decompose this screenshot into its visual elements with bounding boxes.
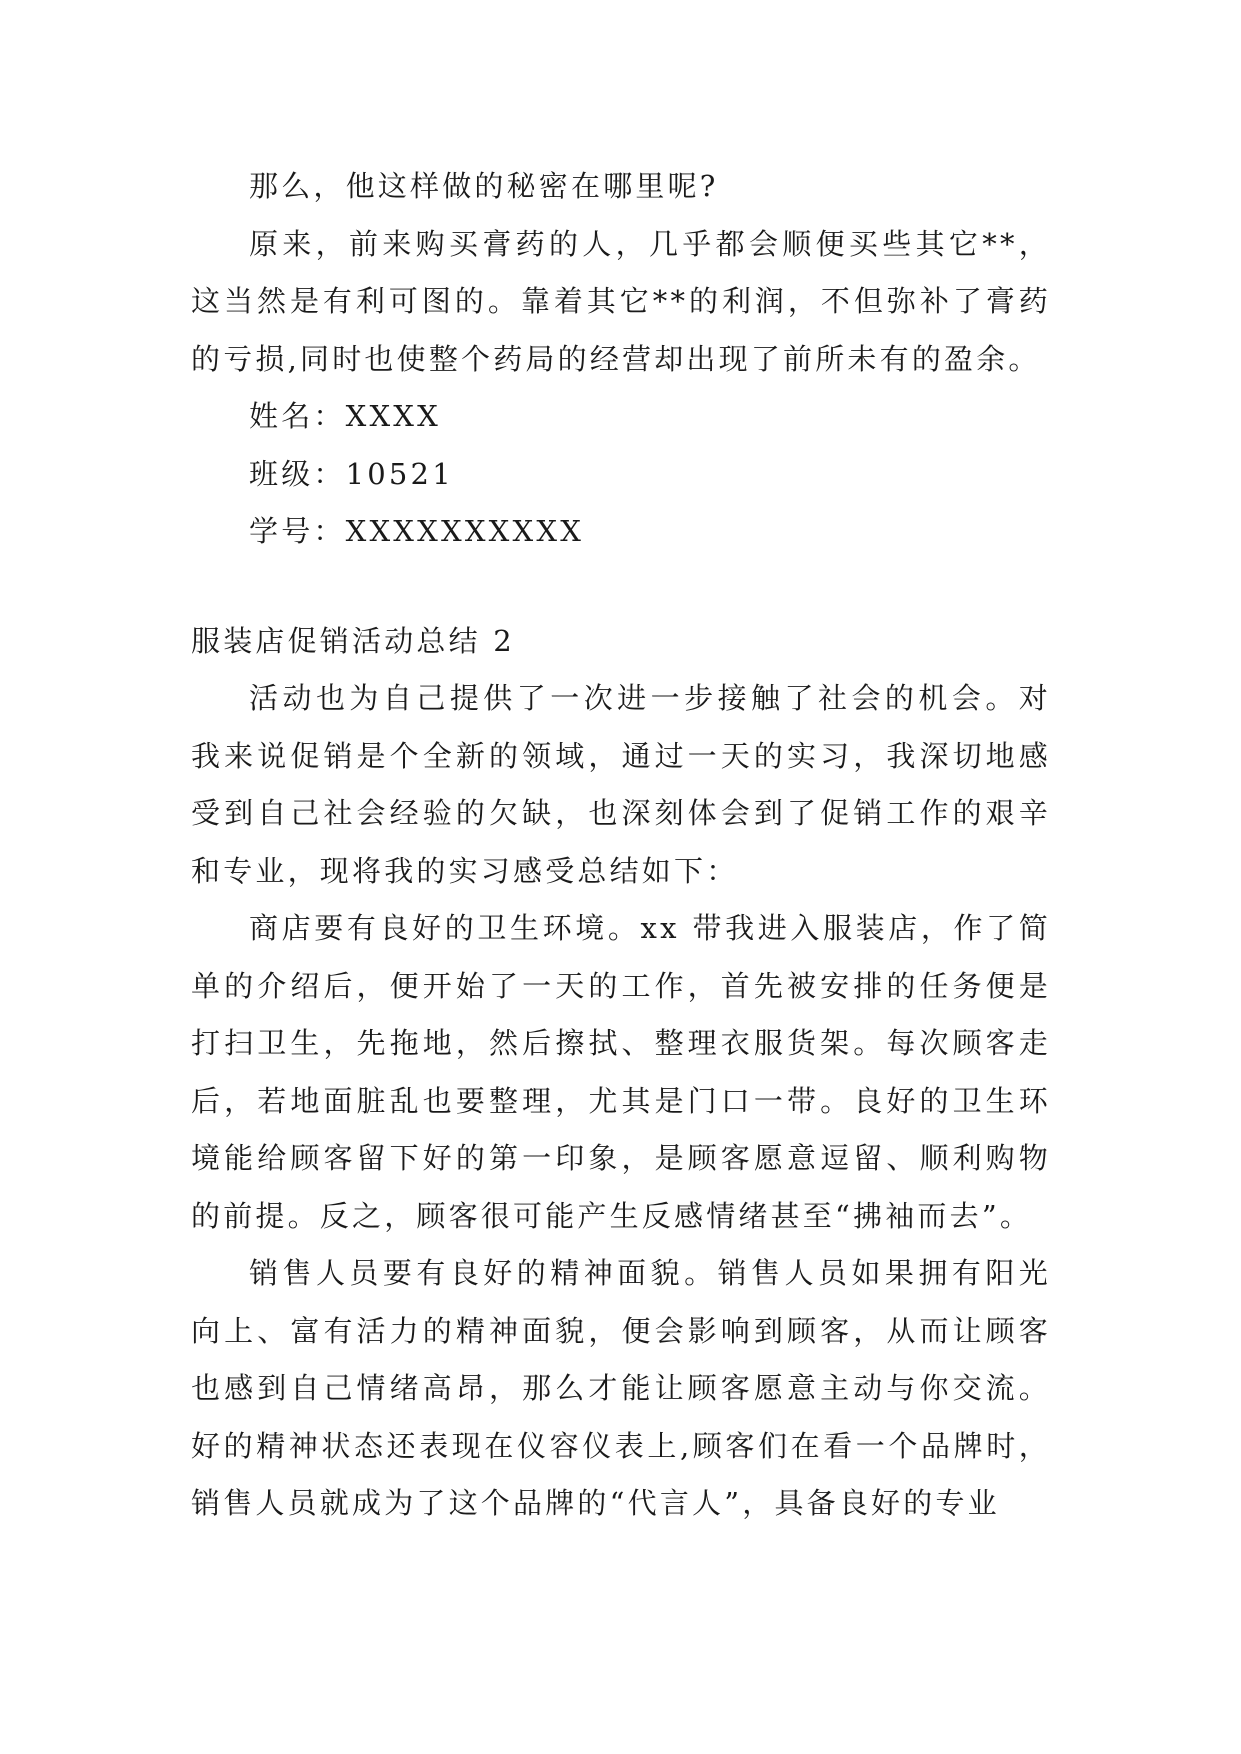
paragraph-spirit: 销售人员要有良好的精神面貌。销售人员如果拥有阳光向上、富有活力的精神面貌，便会影响到顾客，从而让顾客也感到自己情绪高昂，那么才能让顾客愿意主动与你交流。好的精神状态还表现在仪容仪表上,顾客们在看一个品牌时，销售人员就成为了这个品牌的“代言人”，具备良好的专业 [191, 1256, 1051, 1520]
field-class: 班级：10521 [249, 456, 454, 491]
document-body [191, 158, 1051, 1533]
paragraph-plaster-profit: 原来，前来购买膏药的人，几乎都会顺便买些其它**，这当然是有利可图的。靠着其它**的利润，不但弥补了膏药的亏损,同时也使整个药局的经营却出现了前所未有的盈余。 [191, 226, 1051, 376]
paragraph-secret-question: 那么，他这样做的秘密在哪里呢? [249, 169, 719, 203]
section-heading: 服装店促销活动总结 2 [191, 623, 515, 658]
field-name: 姓名：XXXX [249, 399, 441, 433]
paragraph-intro: 活动也为自己提供了一次进一步接触了社会的机会。对我来说促销是个全新的领域，通过一天的实习，我深切地感受到自己社会经验的欠缺，也深刻体会到了促销工作的艰辛和专业，现将我的实习感受总结如下： [191, 681, 1051, 888]
paragraph-hygiene: 商店要有良好的卫生环境。xx 带我进入服装店，作了简单的介绍后，便开始了一天的工作，首先被安排的任务便是打扫卫生，先拖地，然后擦拭、整理衣服货架。每次顾客走后，若地面脏乱也要整理，尤其是门口一带。良好的卫生环境能给顾客留下好的第一印象，是顾客愿意逗留、顺利购物的前提。反之，顾客很可能产生反感情绪甚至“拂袖而去”。 [191, 911, 1051, 1233]
field-student-id: 学号：XXXXXXXXXX [249, 514, 585, 548]
